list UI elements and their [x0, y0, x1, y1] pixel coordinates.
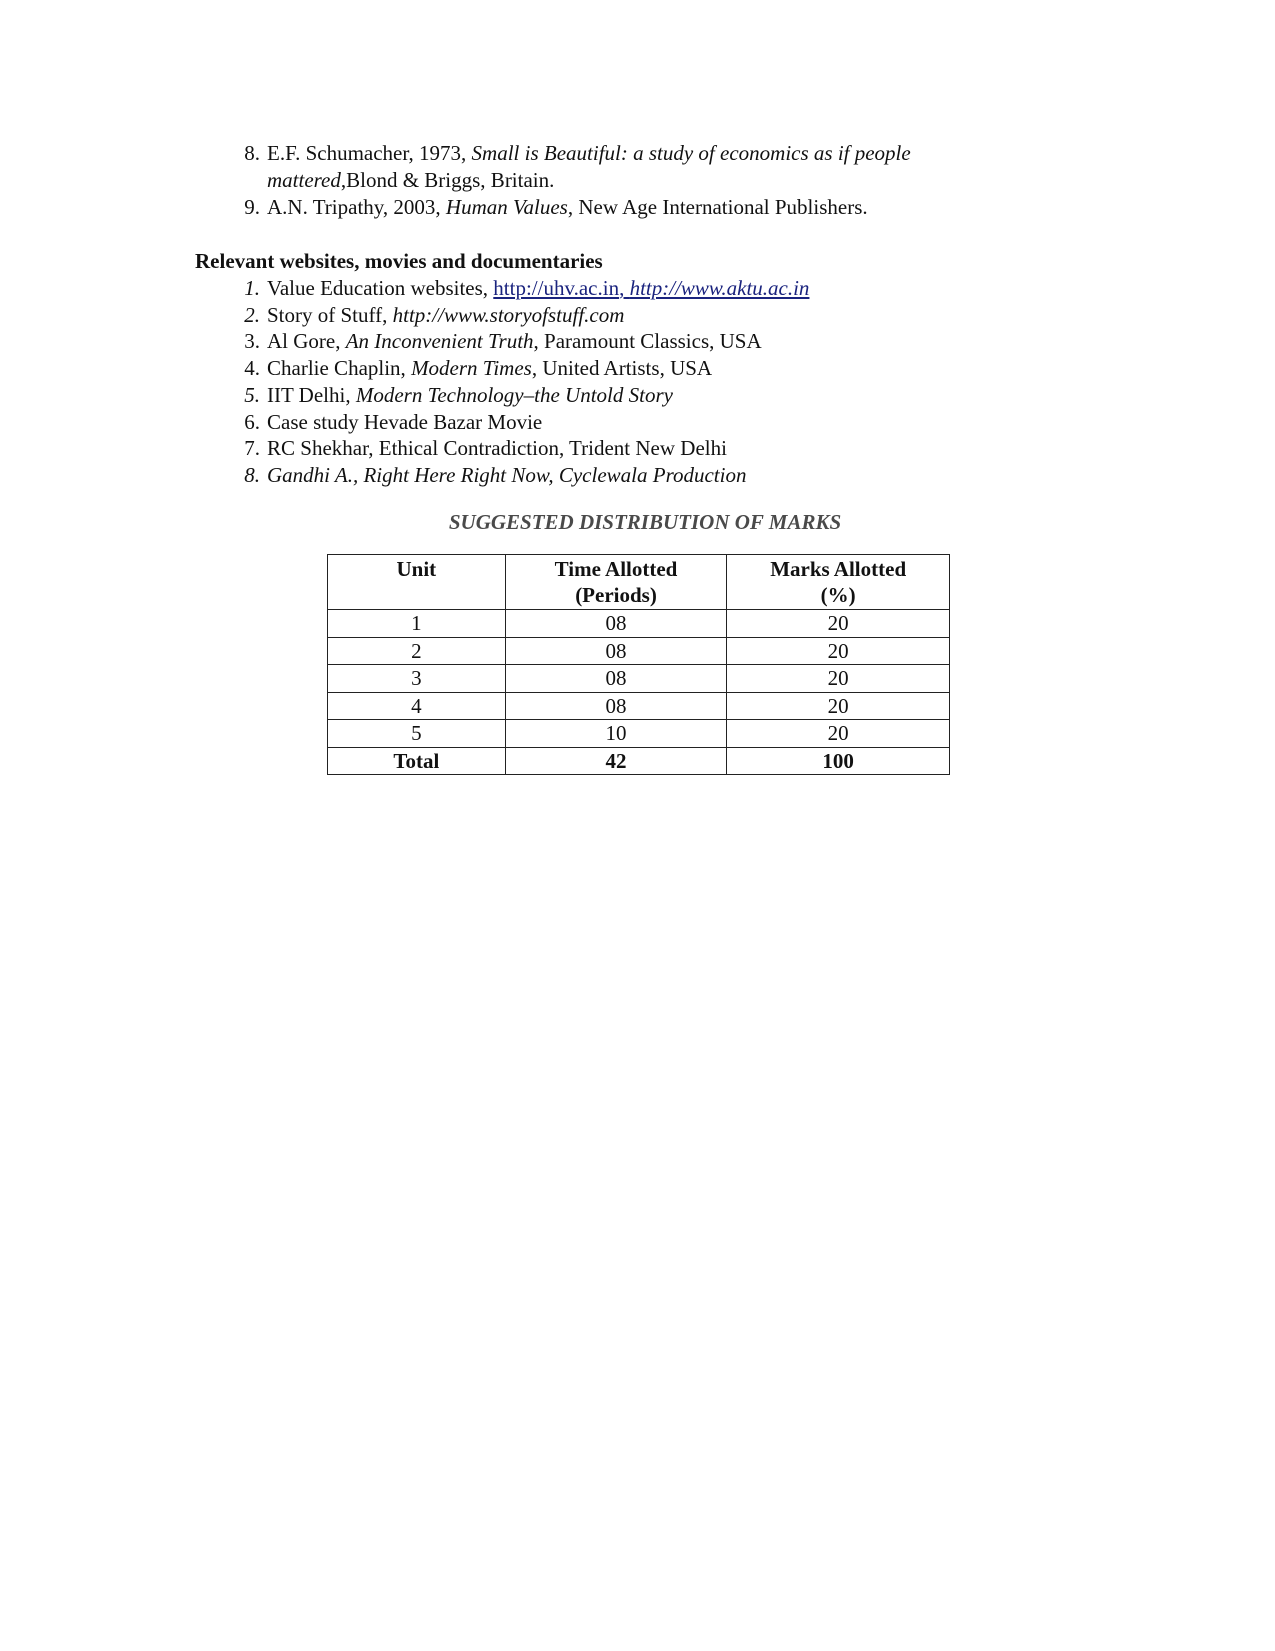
header-time-allotted: [505, 555, 727, 610]
list-item: [195, 355, 1015, 382]
periods-cell: 10: [505, 720, 727, 748]
list-number: 5.: [244, 382, 260, 407]
list-item: [195, 462, 1015, 489]
item-text: Value Education websites,: [267, 276, 494, 300]
item-text: RC Shekhar, Ethical Contradiction, Trident New Delhi: [267, 436, 727, 461]
table-total-row: [328, 747, 950, 775]
list-number: 1.: [244, 276, 260, 300]
item-text: Case study Hevade Bazar Movie: [267, 409, 543, 434]
list-item: [195, 328, 1015, 355]
list-item: [195, 409, 1015, 436]
reference-item: [195, 140, 1015, 194]
total-marks-cell: 100: [727, 747, 950, 775]
table-header-row: [328, 555, 950, 610]
list-item: [195, 435, 1015, 462]
table-row: [328, 692, 950, 720]
unit-cell: 5: [328, 720, 506, 748]
list-number: 7.: [244, 436, 260, 461]
header-sublabel: (%): [820, 583, 856, 607]
reference-publisher: , New Age International Publishers.: [567, 195, 868, 219]
item-text: Al Gore,: [267, 329, 346, 354]
aktu-link-text[interactable]: http://www.aktu.ac.in: [629, 276, 810, 300]
marks-cell: 20: [727, 610, 950, 638]
periods-cell: 08: [505, 637, 727, 665]
reference-author: E.F. Schumacher, 1973,: [267, 141, 472, 165]
list-number: 4.: [244, 356, 260, 381]
table-row: [328, 665, 950, 693]
list-number: 2.: [244, 302, 260, 327]
marks-cell: 20: [727, 720, 950, 748]
unit-cell: 4: [328, 692, 506, 720]
marks-cell: 20: [727, 692, 950, 720]
header-label: Time Allotted: [554, 557, 678, 581]
unit-cell: 1: [328, 610, 506, 638]
reference-publisher: ,Blond & Briggs, Britain.: [340, 168, 555, 192]
table-title: SUGGESTED DISTRIBUTION OF MARKS: [448, 510, 842, 534]
list-number: 8.: [244, 462, 260, 487]
item-text: Gandhi A., Right Here Right Now, Cyclewala Production: [267, 462, 747, 487]
item-title: Modern Times: [411, 356, 532, 381]
reference-item: [195, 194, 1015, 221]
item-text: , United Artists, USA: [531, 356, 713, 381]
header-sublabel: (Periods): [575, 583, 657, 607]
aktu-link[interactable]: [630, 276, 810, 300]
section-heading: Relevant websites, movies and documentaries: [195, 249, 603, 273]
header-unit: [328, 555, 506, 610]
item-text: Charlie Chaplin,: [267, 356, 412, 381]
marks-distribution-table: [327, 554, 950, 775]
unit-cell: 2: [328, 637, 506, 665]
item-text: IIT Delhi,: [267, 382, 356, 407]
websites-list: [195, 275, 1015, 489]
total-periods-cell: 42: [505, 747, 727, 775]
list-number: 9.: [244, 195, 260, 219]
reference-list: [195, 140, 1015, 221]
marks-cell: 20: [727, 665, 950, 693]
item-title: An Inconvenient Truth: [345, 329, 534, 354]
list-item: [195, 302, 1015, 329]
item-text: Story of Stuff,: [267, 302, 393, 327]
marks-cell: 20: [727, 637, 950, 665]
table-row: [328, 637, 950, 665]
item-title: Modern Technology–the Untold Story: [355, 382, 673, 407]
table-row: [328, 610, 950, 638]
periods-cell: 08: [505, 665, 727, 693]
list-number: 8.: [244, 141, 260, 165]
table-row: [328, 720, 950, 748]
list-item: [195, 275, 1015, 302]
list-item: [195, 382, 1015, 409]
item-title: http://www.storyofstuff.com: [392, 302, 625, 327]
header-marks-allotted: [727, 555, 950, 610]
periods-cell: 08: [505, 610, 727, 638]
list-number: 6.: [244, 409, 260, 434]
uhv-link[interactable]: http://uhv.ac.in: [493, 276, 620, 300]
total-label-cell: Total: [328, 747, 506, 775]
periods-cell: 08: [505, 692, 727, 720]
item-text: , Paramount Classics, USA: [533, 329, 762, 354]
list-number: 3.: [244, 329, 260, 354]
header-label: Unit: [396, 557, 437, 581]
unit-cell: 3: [328, 665, 506, 693]
header-label: Marks Allotted: [770, 557, 907, 581]
reference-author: A.N. Tripathy, 2003,: [267, 195, 446, 219]
reference-title: Small is Beautiful: a study of economics as if people mattered: [267, 141, 911, 192]
link-separator: ,: [619, 276, 630, 300]
reference-title: Human Values: [445, 195, 568, 219]
